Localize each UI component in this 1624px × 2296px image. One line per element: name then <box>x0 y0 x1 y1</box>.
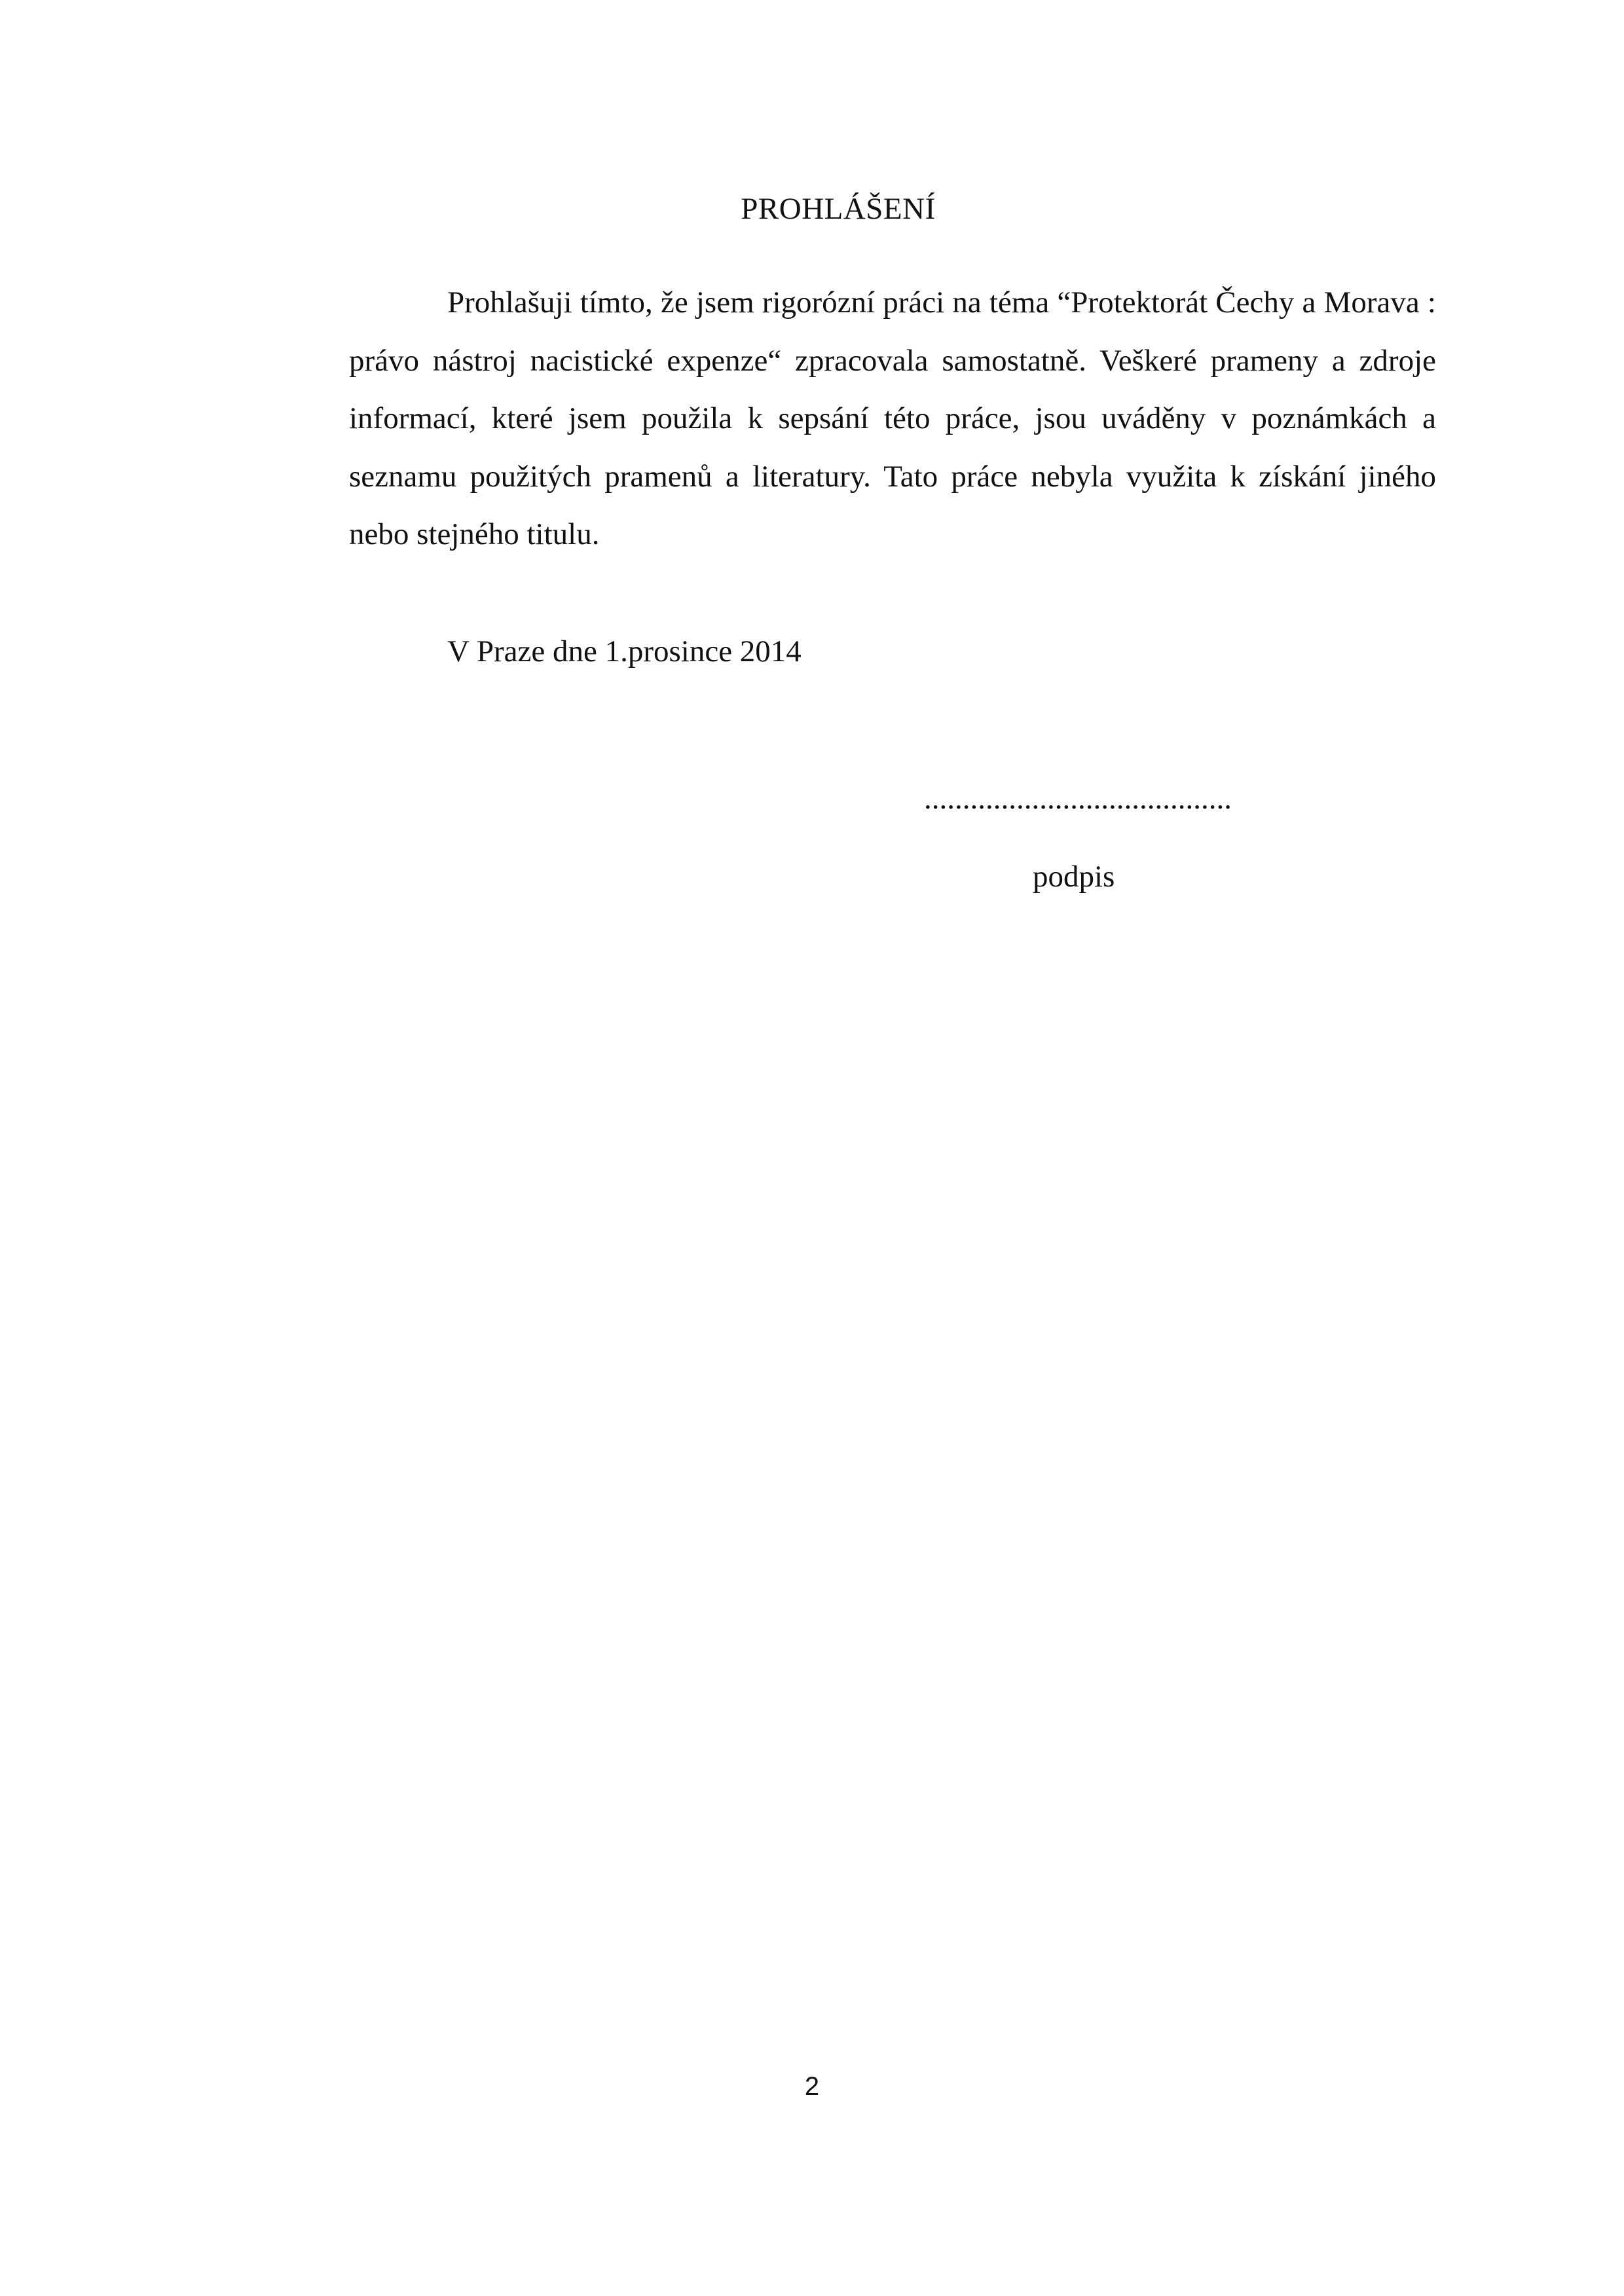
place-date: V Praze dne 1.prosince 2014 <box>447 634 802 668</box>
page-title: PROHLÁŠENÍ <box>741 192 936 226</box>
declaration-paragraph: Prohlašuji tímto, že jsem rigorózní práci na téma “Protektorát Čechy a Morava : právo nástroj nacistické expenze“ zpracovala samostatně. Veškeré prameny a zdroje informací, které jsem použila k sepsání této práce, jsou uváděny v poznámkách a seznamu použitých pramenů a literatury. Tato práce nebyla využita k získání jiného nebo stejného titulu. <box>349 285 1436 551</box>
signature-line: ........................................ <box>924 782 1232 816</box>
page-number: 2 <box>804 2072 820 2101</box>
signature-label: podpis <box>1033 860 1115 894</box>
